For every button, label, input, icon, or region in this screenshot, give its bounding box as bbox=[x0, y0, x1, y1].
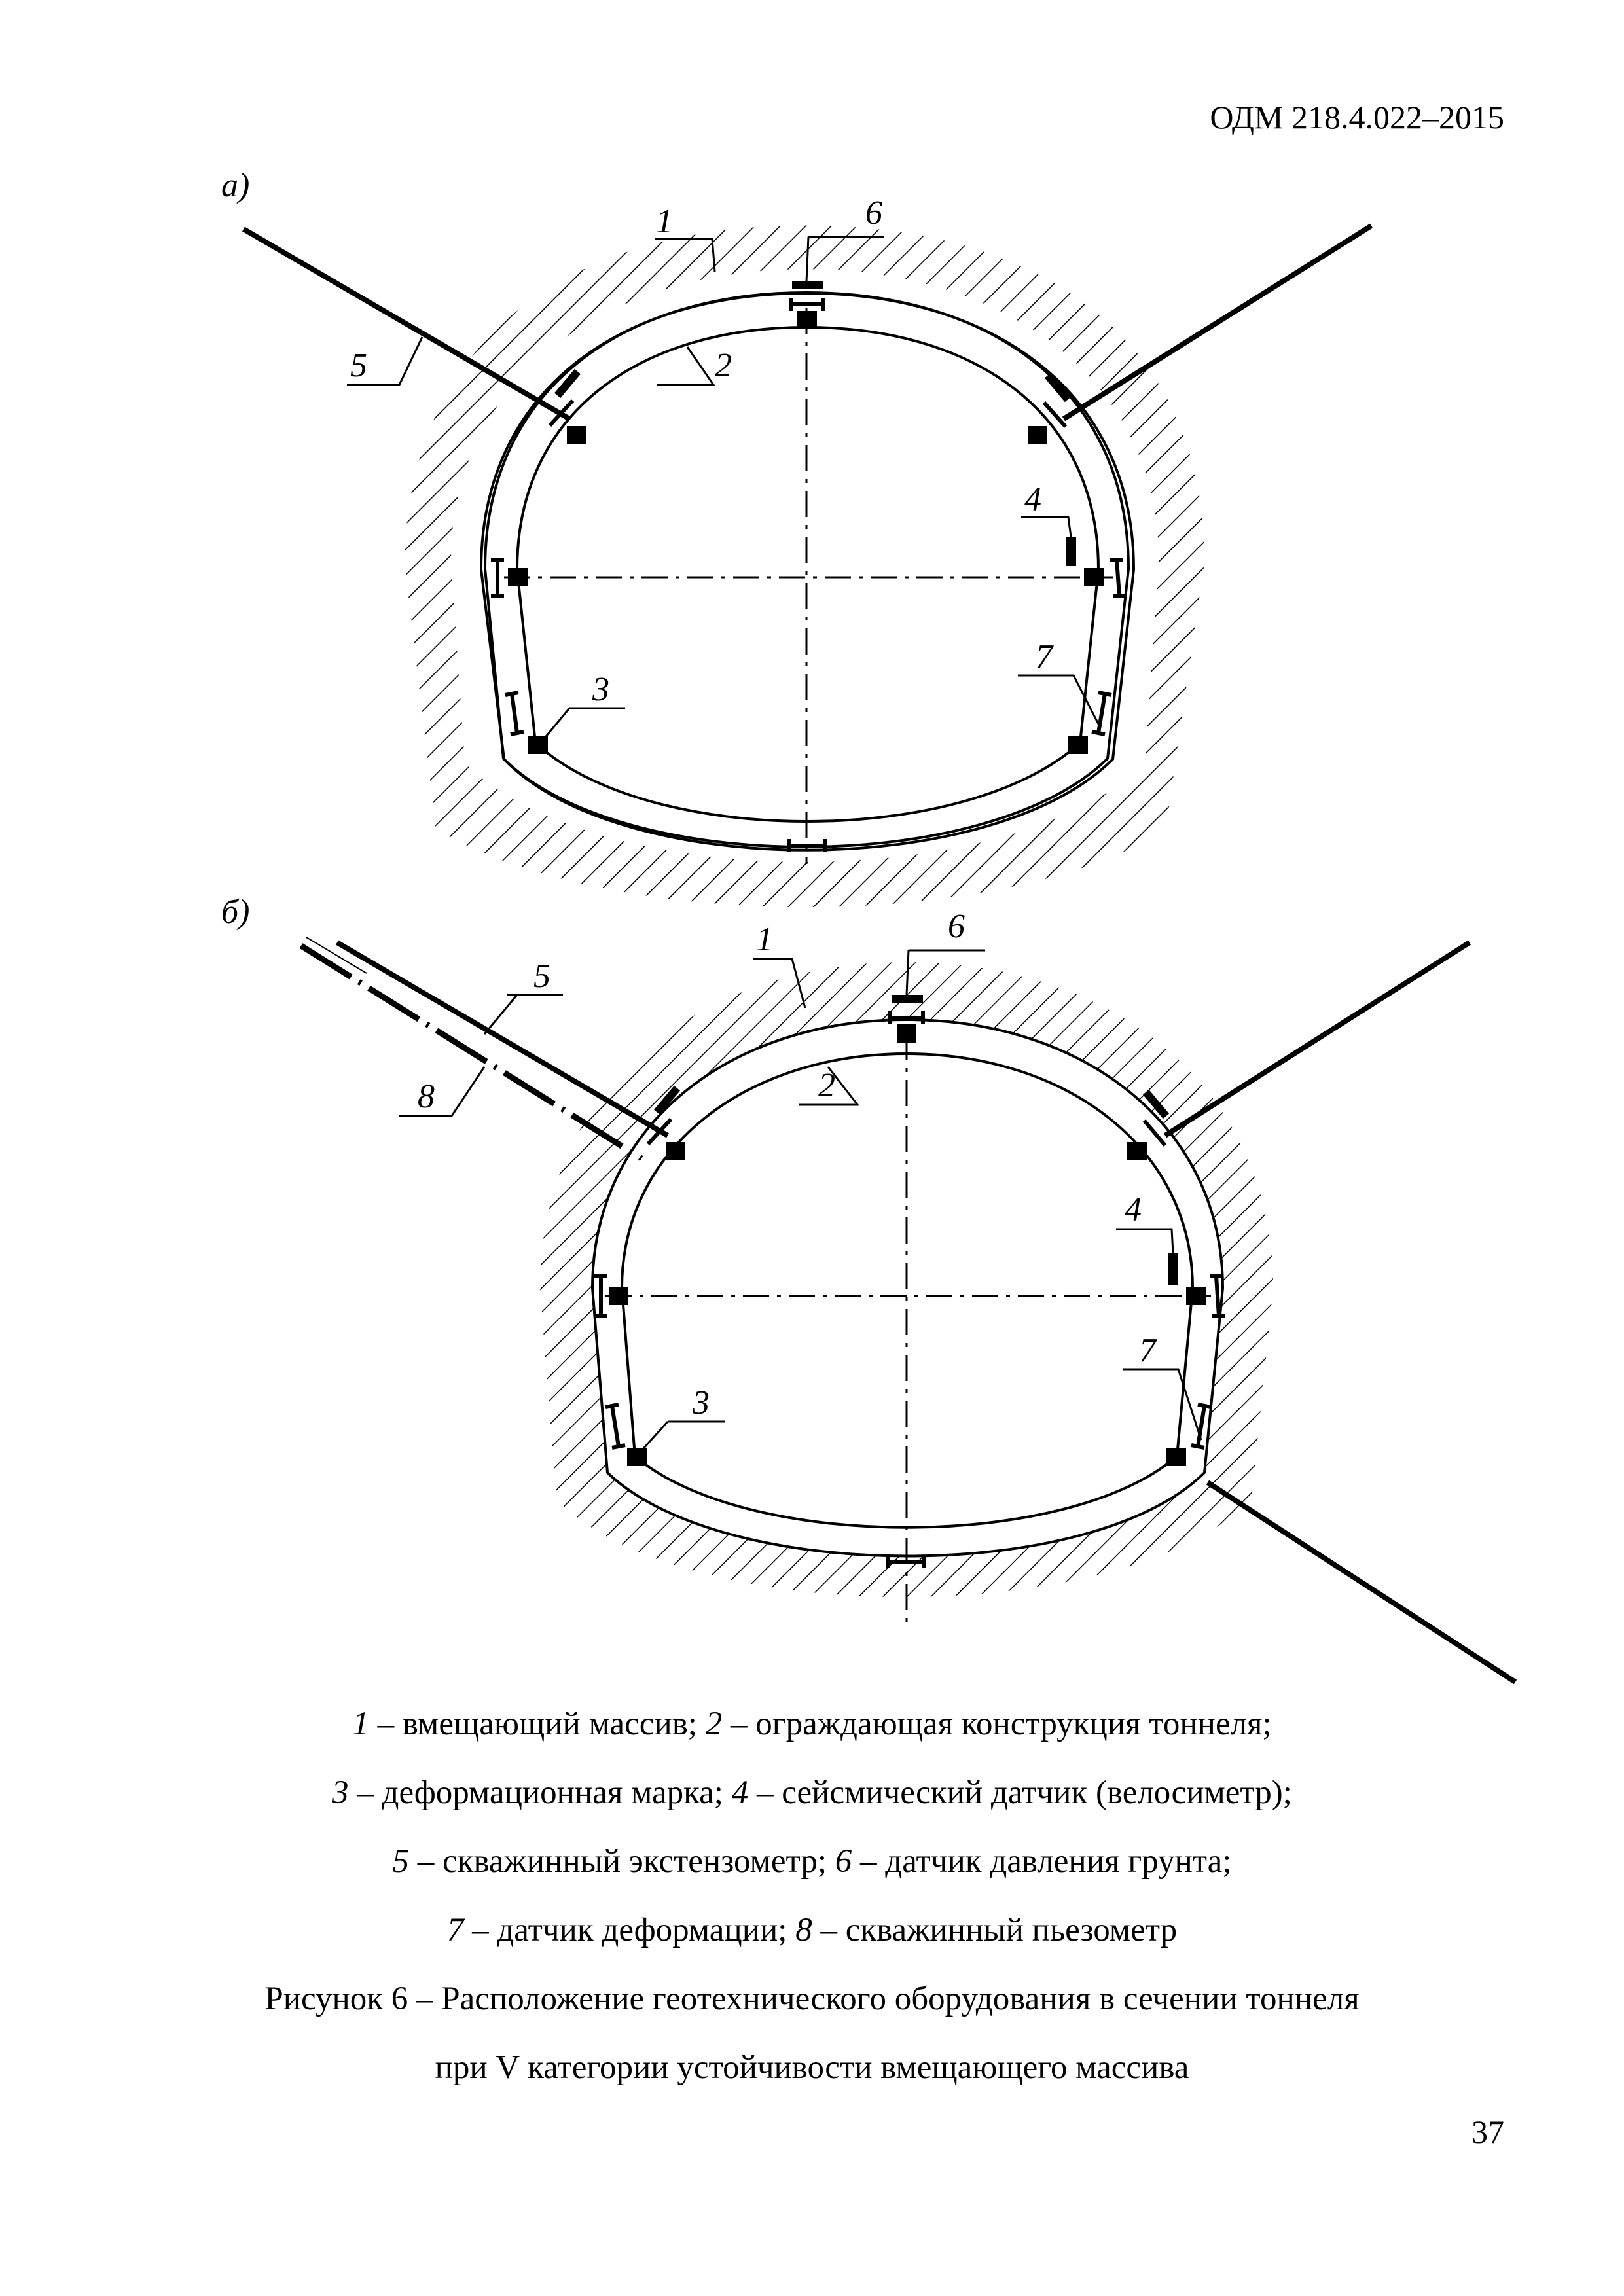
legend-text: – деформационная марка; bbox=[348, 1774, 732, 1811]
legend-text: – датчик деформации; bbox=[463, 1912, 796, 1948]
figure-caption-line-2: при V категории устойчивости вмещающего массива bbox=[435, 2049, 1189, 2086]
tunnel-section-figure-a bbox=[0, 0, 1624, 916]
legend-num: 4 bbox=[731, 1774, 749, 1811]
legend-text: – датчик давления грунта; bbox=[852, 1843, 1232, 1880]
extensometer-right bbox=[1165, 942, 1470, 1136]
legend-text: – сейсмический датчик (велосиметр); bbox=[748, 1774, 1292, 1811]
label-4: 4 bbox=[1024, 481, 1041, 518]
pressure-sensor bbox=[892, 995, 923, 1003]
tunnel-section-figure-b bbox=[0, 884, 1624, 1702]
legend-text: – ограждающая конструкция тоннеля; bbox=[722, 1706, 1272, 1742]
label-5: 5 bbox=[533, 958, 550, 995]
label-5: 5 bbox=[350, 347, 367, 384]
piezometer bbox=[301, 946, 641, 1158]
deformation-mark bbox=[666, 1142, 685, 1160]
seismic-sensor bbox=[1168, 1253, 1178, 1285]
label-8: 8 bbox=[418, 1078, 435, 1115]
legend-text: – скважинный пьезометр bbox=[812, 1912, 1178, 1948]
deformation-mark bbox=[567, 426, 586, 444]
legend-text: – скважинный экстензометр; bbox=[409, 1843, 835, 1880]
legend-num: 6 bbox=[835, 1843, 852, 1880]
deformation-mark bbox=[797, 311, 817, 329]
label-4: 4 bbox=[1125, 1191, 1142, 1229]
label-6: 6 bbox=[948, 908, 965, 945]
deformation-mark bbox=[1028, 426, 1047, 444]
label-7: 7 bbox=[1036, 638, 1053, 675]
deformation-mark bbox=[1127, 1142, 1147, 1160]
seismic-sensor bbox=[1066, 537, 1076, 566]
legend-text: – вмещающий массив; bbox=[369, 1706, 706, 1742]
deformation-mark bbox=[897, 1024, 916, 1043]
deformation-mark bbox=[508, 568, 528, 586]
label-2: 2 bbox=[818, 1067, 835, 1104]
extensometer-left bbox=[337, 942, 668, 1136]
legend-line-3 bbox=[0, 1842, 1624, 1880]
label-2: 2 bbox=[715, 347, 732, 384]
legend-num: 7 bbox=[446, 1912, 464, 1948]
legend-line-1 bbox=[0, 1705, 1624, 1743]
extensometer-right bbox=[1064, 226, 1371, 419]
label-3: 3 bbox=[693, 1384, 710, 1422]
label-7: 7 bbox=[1139, 1332, 1156, 1369]
label-1: 1 bbox=[756, 921, 773, 958]
panel-label-a: а) bbox=[221, 167, 250, 204]
extensometer-lower-right bbox=[1208, 1482, 1515, 1682]
deformation-mark bbox=[1186, 1287, 1206, 1305]
deformation-mark bbox=[1166, 1448, 1186, 1466]
deformation-mark bbox=[627, 1448, 647, 1466]
page-number: 37 bbox=[1471, 2113, 1504, 2150]
legend-line-4 bbox=[0, 1911, 1624, 1949]
legend-num: 8 bbox=[795, 1912, 812, 1948]
legend-num: 2 bbox=[705, 1706, 723, 1742]
figure-caption-line-1: Рисунок 6 – Расположение геотехнического оборудования в сечении тоннеля bbox=[264, 1981, 1360, 2017]
deformation-mark bbox=[1084, 568, 1104, 586]
label-3: 3 bbox=[592, 671, 609, 708]
legend-num: 1 bbox=[352, 1706, 369, 1742]
deformation-mark bbox=[1068, 736, 1088, 754]
deformation-mark bbox=[609, 1287, 628, 1305]
label-1: 1 bbox=[656, 203, 673, 240]
legend-num: 3 bbox=[332, 1774, 349, 1811]
document-code: ОДМ 218.4.022–2015 bbox=[1210, 99, 1504, 135]
legend-line-2 bbox=[0, 1774, 1624, 1812]
panel-label-b: б) bbox=[221, 893, 250, 931]
label-6: 6 bbox=[865, 194, 882, 232]
pressure-sensor bbox=[792, 281, 823, 289]
legend-num: 5 bbox=[392, 1843, 410, 1880]
